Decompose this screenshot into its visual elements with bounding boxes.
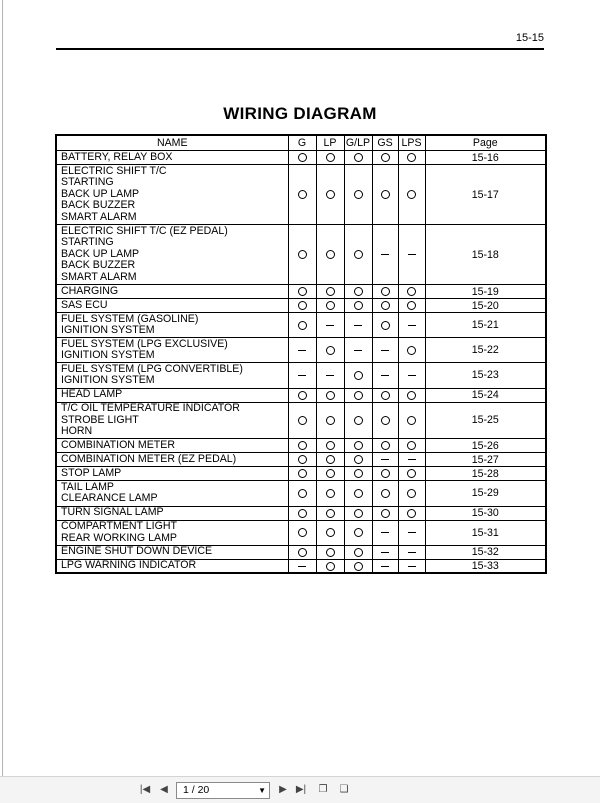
row-page-ref: 15-28 <box>425 467 546 481</box>
row-name <box>56 225 288 285</box>
mark-glp <box>344 559 372 573</box>
row-page-ref: 15-19 <box>425 285 546 299</box>
mark-lp <box>316 338 344 363</box>
mark-lp <box>316 481 344 506</box>
mark-lps <box>398 520 425 545</box>
applicable-circle-icon <box>407 441 416 450</box>
row-name-line: BACK UP LAMP <box>61 187 140 200</box>
row-name-line: FUEL SYSTEM (LPG EXCLUSIVE) <box>61 337 228 350</box>
row-name <box>56 299 288 313</box>
row-name-line: CHARGING <box>61 284 119 297</box>
row-name-line: BACK BUZZER <box>61 199 136 212</box>
mark-lps <box>398 402 425 439</box>
mark-glp <box>344 338 372 363</box>
row-name <box>56 338 288 363</box>
table-row <box>56 165 546 225</box>
row-name-line: BACK UP LAMP <box>61 247 140 260</box>
mark-gs <box>372 439 398 453</box>
column-header-name: NAME <box>56 135 288 151</box>
table-row <box>56 338 546 363</box>
not-applicable-dash-icon <box>298 350 306 351</box>
mark-lps <box>398 151 425 165</box>
row-name <box>56 520 288 545</box>
applicable-circle-icon <box>326 469 335 478</box>
chevron-down-icon: ▼ <box>258 786 266 795</box>
applicable-circle-icon <box>326 346 335 355</box>
row-page-ref: 15-16 <box>425 151 546 165</box>
mark-g <box>288 520 316 545</box>
table-row <box>56 545 546 559</box>
table-row <box>56 299 546 313</box>
document-title: WIRING DIAGRAM <box>223 104 377 123</box>
table-row <box>56 481 546 506</box>
mark-gs <box>372 151 398 165</box>
mark-lp <box>316 151 344 165</box>
wiring-diagram-table <box>55 134 547 574</box>
mark-gs <box>372 338 398 363</box>
applicable-circle-icon <box>326 391 335 400</box>
mark-g <box>288 285 316 299</box>
not-applicable-dash-icon <box>408 459 416 460</box>
table-row <box>56 467 546 481</box>
row-page-ref: 15-29 <box>425 481 546 506</box>
mark-lps <box>398 225 425 285</box>
applicable-circle-icon <box>326 416 335 425</box>
applicable-circle-icon <box>354 562 363 571</box>
mark-glp <box>344 402 372 439</box>
row-name-line: HORN <box>61 425 93 438</box>
not-applicable-dash-icon <box>381 350 389 351</box>
single-page-view-icon[interactable]: ❐ <box>318 784 328 795</box>
applicable-circle-icon <box>354 371 363 380</box>
applicable-circle-icon <box>407 153 416 162</box>
mark-glp <box>344 467 372 481</box>
mark-g <box>288 402 316 439</box>
row-name <box>56 151 288 165</box>
mark-gs <box>372 467 398 481</box>
row-page-ref: 15-27 <box>425 453 546 467</box>
row-name-line: IGNITION SYSTEM <box>61 374 155 387</box>
row-name-line: SMART ALARM <box>61 210 137 223</box>
last-page-icon[interactable]: ▶| <box>295 784 307 795</box>
table-row <box>56 453 546 467</box>
row-name <box>56 545 288 559</box>
applicable-circle-icon <box>298 301 307 310</box>
row-name <box>56 453 288 467</box>
mark-g <box>288 299 316 313</box>
applicable-circle-icon <box>298 528 307 537</box>
applicable-circle-icon <box>298 441 307 450</box>
page-indicator: 1 / 20 <box>183 784 210 796</box>
row-page-ref: 15-32 <box>425 545 546 559</box>
row-name <box>56 439 288 453</box>
mark-lps <box>398 313 425 338</box>
not-applicable-dash-icon <box>408 532 416 533</box>
mark-gs <box>372 520 398 545</box>
not-applicable-dash-icon <box>381 566 389 567</box>
not-applicable-dash-icon <box>408 375 416 376</box>
row-name-line: FUEL SYSTEM (GASOLINE) <box>61 312 199 325</box>
not-applicable-dash-icon <box>354 325 362 326</box>
row-name <box>56 559 288 573</box>
mark-glp <box>344 225 372 285</box>
applicable-circle-icon <box>407 287 416 296</box>
applicable-circle-icon <box>407 469 416 478</box>
row-page-ref: 15-24 <box>425 388 546 402</box>
row-name <box>56 165 288 225</box>
applicable-circle-icon <box>354 301 363 310</box>
mark-lps <box>398 559 425 573</box>
mark-lps <box>398 285 425 299</box>
row-page-ref: 15-20 <box>425 299 546 313</box>
mark-lp <box>316 520 344 545</box>
applicable-circle-icon <box>326 562 335 571</box>
mark-lps <box>398 453 425 467</box>
row-name <box>56 363 288 388</box>
mark-gs <box>372 313 398 338</box>
mark-g <box>288 506 316 520</box>
table-row <box>56 225 546 285</box>
row-name-line: SMART ALARM <box>61 270 137 283</box>
table-row <box>56 439 546 453</box>
mark-lps <box>398 363 425 388</box>
not-applicable-dash-icon <box>381 459 389 460</box>
row-name-line: IGNITION SYSTEM <box>61 349 155 362</box>
mark-lps <box>398 439 425 453</box>
table-row <box>56 151 546 165</box>
row-page-ref: 15-23 <box>425 363 546 388</box>
column-header-g: G <box>288 135 316 151</box>
mark-gs <box>372 363 398 388</box>
mark-g <box>288 481 316 506</box>
row-name-line: BATTERY, RELAY BOX <box>61 150 173 163</box>
applicable-circle-icon <box>326 548 335 557</box>
page-header <box>56 30 544 50</box>
row-name-line: CLEARANCE LAMP <box>61 492 158 505</box>
applicable-circle-icon <box>298 287 307 296</box>
applicable-circle-icon <box>381 416 390 425</box>
mark-gs <box>372 545 398 559</box>
mark-lps <box>398 481 425 506</box>
applicable-circle-icon <box>354 250 363 259</box>
applicable-circle-icon <box>354 190 363 199</box>
mark-g <box>288 165 316 225</box>
mark-glp <box>344 481 372 506</box>
applicable-circle-icon <box>381 153 390 162</box>
row-name-line: T/C OIL TEMPERATURE INDICATOR <box>61 402 240 415</box>
mark-glp <box>344 439 372 453</box>
applicable-circle-icon <box>354 416 363 425</box>
row-page-ref: 15-25 <box>425 402 546 439</box>
applicable-circle-icon <box>354 528 363 537</box>
applicable-circle-icon <box>407 391 416 400</box>
mark-lps <box>398 299 425 313</box>
row-name-line: COMBINATION METER <box>61 439 175 452</box>
applicable-circle-icon <box>326 250 335 259</box>
row-name-line: LPG WARNING INDICATOR <box>61 559 197 572</box>
applicable-circle-icon <box>354 441 363 450</box>
applicable-circle-icon <box>298 469 307 478</box>
row-name <box>56 402 288 439</box>
mark-glp <box>344 299 372 313</box>
mark-lp <box>316 225 344 285</box>
applicable-circle-icon <box>298 455 307 464</box>
mark-g <box>288 439 316 453</box>
row-name <box>56 388 288 402</box>
mark-lp <box>316 467 344 481</box>
applicable-circle-icon <box>326 153 335 162</box>
applicable-circle-icon <box>326 489 335 498</box>
row-name <box>56 506 288 520</box>
mark-lp <box>316 313 344 338</box>
not-applicable-dash-icon <box>326 325 334 326</box>
mark-gs <box>372 388 398 402</box>
applicable-circle-icon <box>326 190 335 199</box>
mark-glp <box>344 545 372 559</box>
column-header-lp: LP <box>316 135 344 151</box>
mark-glp <box>344 285 372 299</box>
row-name-line: ELECTRIC SHIFT T/C <box>61 164 167 177</box>
mark-lp <box>316 285 344 299</box>
mark-lp <box>316 506 344 520</box>
applicable-circle-icon <box>354 455 363 464</box>
table-header-row <box>56 135 546 151</box>
row-name-line: COMPARTMENT LIGHT <box>61 520 177 533</box>
header-rule <box>56 48 544 50</box>
column-header-page: Page <box>425 135 546 151</box>
mark-g <box>288 545 316 559</box>
mark-g <box>288 313 316 338</box>
applicable-circle-icon <box>298 153 307 162</box>
mark-lps <box>398 165 425 225</box>
applicable-circle-icon <box>298 190 307 199</box>
row-name <box>56 285 288 299</box>
previous-page-icon[interactable]: ◀ <box>160 784 168 795</box>
mark-gs <box>372 299 398 313</box>
applicable-circle-icon <box>381 469 390 478</box>
mark-glp <box>344 520 372 545</box>
row-name-line: SAS ECU <box>61 298 108 311</box>
row-name-line: BACK BUZZER <box>61 259 136 272</box>
table-body <box>56 151 546 574</box>
mark-gs <box>372 165 398 225</box>
applicable-circle-icon <box>407 301 416 310</box>
mark-lps <box>398 467 425 481</box>
table-row <box>56 313 546 338</box>
mark-g <box>288 225 316 285</box>
applicable-circle-icon <box>381 321 390 330</box>
mark-g <box>288 453 316 467</box>
applicable-circle-icon <box>326 287 335 296</box>
mark-g <box>288 559 316 573</box>
mark-g <box>288 151 316 165</box>
applicable-circle-icon <box>298 391 307 400</box>
row-name-line: FUEL SYSTEM (LPG CONVERTIBLE) <box>61 362 243 375</box>
column-header-glp: G/LP <box>345 137 371 149</box>
row-page-ref: 15-33 <box>425 559 546 573</box>
not-applicable-dash-icon <box>408 552 416 553</box>
page-number: 15-15 <box>515 32 544 44</box>
mark-lp <box>316 388 344 402</box>
not-applicable-dash-icon <box>381 254 389 255</box>
not-applicable-dash-icon <box>408 254 416 255</box>
mark-lps <box>398 545 425 559</box>
viewer-toolbar <box>0 776 600 803</box>
mark-gs <box>372 481 398 506</box>
table-row <box>56 402 546 439</box>
mark-g <box>288 388 316 402</box>
row-name-line: IGNITION SYSTEM <box>61 324 155 337</box>
page-selector[interactable] <box>176 782 270 799</box>
mark-gs <box>372 506 398 520</box>
column-header-lps: LPS <box>398 135 425 151</box>
mark-gs <box>372 225 398 285</box>
mark-lps <box>398 338 425 363</box>
applicable-circle-icon <box>354 391 363 400</box>
mark-lps <box>398 388 425 402</box>
row-name-line: COMBINATION METER (EZ PEDAL) <box>61 453 237 466</box>
not-applicable-dash-icon <box>298 375 306 376</box>
not-applicable-dash-icon <box>298 566 306 567</box>
mark-glp <box>344 313 372 338</box>
applicable-circle-icon <box>381 489 390 498</box>
applicable-circle-icon <box>407 416 416 425</box>
applicable-circle-icon <box>354 153 363 162</box>
mark-gs <box>372 402 398 439</box>
mark-glp <box>344 388 372 402</box>
next-page-icon[interactable]: ▶ <box>279 784 287 795</box>
row-name <box>56 313 288 338</box>
applicable-circle-icon <box>298 416 307 425</box>
mark-glp <box>344 506 372 520</box>
mark-lp <box>316 363 344 388</box>
table-row <box>56 363 546 388</box>
row-name-line: HEAD LAMP <box>61 388 123 401</box>
mark-lp <box>316 559 344 573</box>
applicable-circle-icon <box>354 509 363 518</box>
applicable-circle-icon <box>381 190 390 199</box>
applicable-circle-icon <box>354 287 363 296</box>
row-name <box>56 467 288 481</box>
mark-lp <box>316 439 344 453</box>
applicable-circle-icon <box>326 509 335 518</box>
applicable-circle-icon <box>326 528 335 537</box>
row-name-line: STROBE LIGHT <box>61 413 139 426</box>
two-page-view-icon[interactable]: ❑ <box>339 784 349 795</box>
applicable-circle-icon <box>407 346 416 355</box>
mark-lp <box>316 545 344 559</box>
row-name-line: TURN SIGNAL LAMP <box>61 506 164 519</box>
applicable-circle-icon <box>326 441 335 450</box>
column-header-gs: GS <box>372 135 398 151</box>
mark-lp <box>316 299 344 313</box>
applicable-circle-icon <box>381 441 390 450</box>
first-page-icon[interactable]: |◀ <box>139 784 151 795</box>
row-page-ref: 15-22 <box>425 338 546 363</box>
applicable-circle-icon <box>354 489 363 498</box>
row-name-line: STARTING <box>61 236 114 249</box>
applicable-circle-icon <box>381 301 390 310</box>
table-row <box>56 506 546 520</box>
mark-gs <box>372 559 398 573</box>
row-name-line: REAR WORKING LAMP <box>61 531 177 544</box>
not-applicable-dash-icon <box>354 350 362 351</box>
not-applicable-dash-icon <box>381 375 389 376</box>
not-applicable-dash-icon <box>326 375 334 376</box>
mark-lp <box>316 453 344 467</box>
applicable-circle-icon <box>326 301 335 310</box>
applicable-circle-icon <box>354 548 363 557</box>
applicable-circle-icon <box>298 321 307 330</box>
row-name-line: STARTING <box>61 176 114 189</box>
row-page-ref: 15-30 <box>425 506 546 520</box>
row-name-line: ELECTRIC SHIFT T/C (EZ PEDAL) <box>61 224 228 237</box>
applicable-circle-icon <box>298 250 307 259</box>
applicable-circle-icon <box>298 548 307 557</box>
row-page-ref: 15-18 <box>425 225 546 285</box>
mark-lp <box>316 165 344 225</box>
row-page-ref: 15-17 <box>425 165 546 225</box>
row-name-line: STOP LAMP <box>61 467 122 480</box>
mark-g <box>288 338 316 363</box>
mark-lps <box>398 506 425 520</box>
not-applicable-dash-icon <box>408 566 416 567</box>
mark-gs <box>372 285 398 299</box>
applicable-circle-icon <box>298 509 307 518</box>
applicable-circle-icon <box>407 489 416 498</box>
applicable-circle-icon <box>354 469 363 478</box>
mark-glp <box>344 363 372 388</box>
mark-gs <box>372 453 398 467</box>
applicable-circle-icon <box>407 509 416 518</box>
applicable-circle-icon <box>381 287 390 296</box>
row-name <box>56 481 288 506</box>
applicable-circle-icon <box>407 190 416 199</box>
mark-glp <box>344 165 372 225</box>
mark-lp <box>316 402 344 439</box>
not-applicable-dash-icon <box>408 325 416 326</box>
mark-glp <box>344 453 372 467</box>
row-page-ref: 15-21 <box>425 313 546 338</box>
not-applicable-dash-icon <box>381 552 389 553</box>
row-name-line: TAIL LAMP <box>61 480 114 493</box>
row-page-ref: 15-26 <box>425 439 546 453</box>
applicable-circle-icon <box>298 489 307 498</box>
row-page-ref: 15-31 <box>425 520 546 545</box>
table-row <box>56 520 546 545</box>
table-row <box>56 285 546 299</box>
mark-g <box>288 363 316 388</box>
table-row <box>56 559 546 573</box>
table-row <box>56 388 546 402</box>
row-name-line: ENGINE SHUT DOWN DEVICE <box>61 545 213 558</box>
applicable-circle-icon <box>326 455 335 464</box>
applicable-circle-icon <box>381 391 390 400</box>
mark-g <box>288 467 316 481</box>
applicable-circle-icon <box>381 509 390 518</box>
not-applicable-dash-icon <box>381 532 389 533</box>
mark-glp <box>344 151 372 165</box>
